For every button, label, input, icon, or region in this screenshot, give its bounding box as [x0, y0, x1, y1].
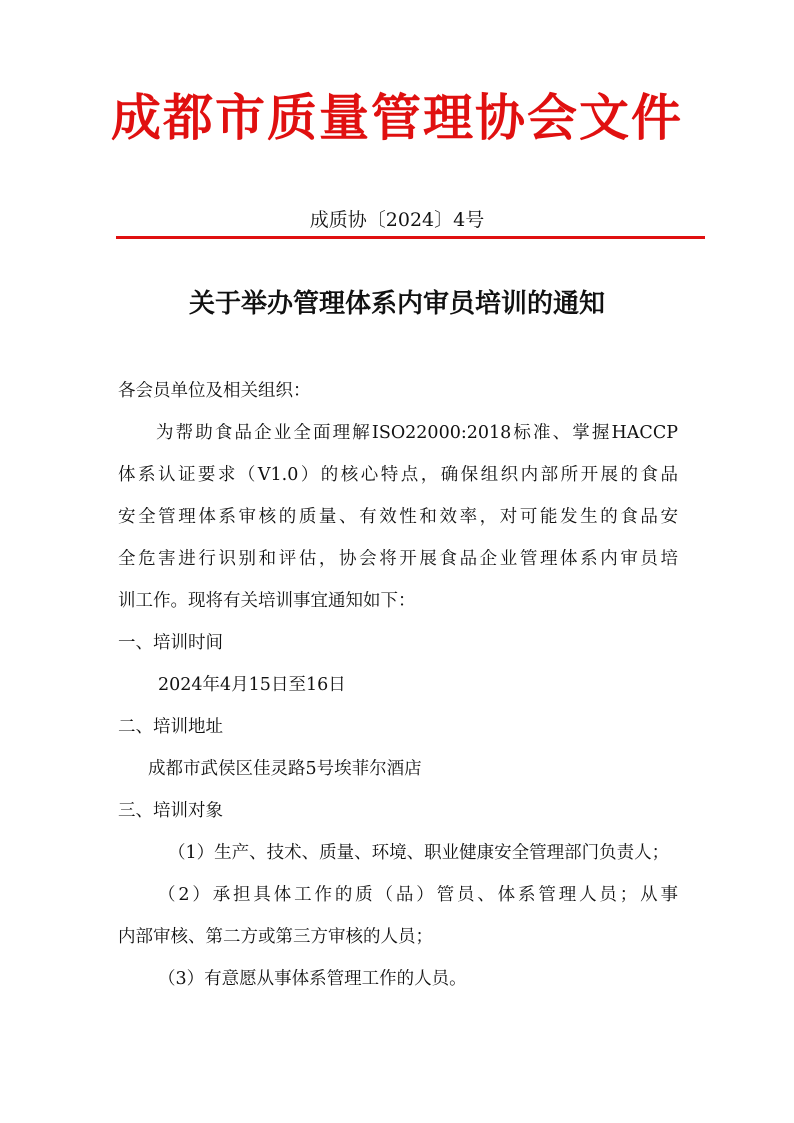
target-item-2-line-2: 内部审核、第二方或第三方审核的人员； [118, 927, 433, 947]
notice-body [118, 370, 678, 1000]
document-number: 成质协〔2024〕4号 [309, 209, 485, 231]
target-item-3: （3）有意愿从事体系管理工作的人员。 [158, 969, 467, 989]
section-3-heading: 三、培训对象 [118, 801, 223, 821]
notice-title: 关于举办管理体系内审员培训的通知 [188, 289, 605, 319]
training-date: 2024年4月15日至16日 [158, 675, 346, 695]
intro-line-1: 为帮助食品企业全面理解ISO22000:2018标准、掌握HACCP [156, 423, 678, 443]
masthead-title: 成都市质量管理协会文件 [111, 88, 683, 147]
intro-line-2: 体系认证要求（V1.0）的核心特点，确保组织内部所开展的食品 [118, 465, 678, 485]
salutation: 各会员单位及相关组织： [118, 381, 311, 401]
red-divider-line [116, 236, 705, 239]
intro-line-3: 安全管理体系审核的质量、有效性和效率，对可能发生的食品安 [118, 507, 678, 527]
section-1-heading: 一、培训时间 [118, 633, 223, 653]
intro-line-5: 训工作。现将有关培训事宜通知如下： [118, 591, 416, 611]
section-2-heading: 二、培训地址 [118, 717, 223, 737]
target-item-2-line-1: （2）承担具体工作的质（品）管员、体系管理人员；从事 [158, 885, 678, 905]
target-item-1: （1）生产、技术、质量、环境、职业健康安全管理部门负责人； [168, 843, 670, 863]
training-address: 成都市武侯区佳灵路5号埃菲尔酒店 [148, 759, 422, 779]
intro-line-4: 全危害进行识别和评估，协会将开展食品企业管理体系内审员培 [118, 549, 678, 569]
